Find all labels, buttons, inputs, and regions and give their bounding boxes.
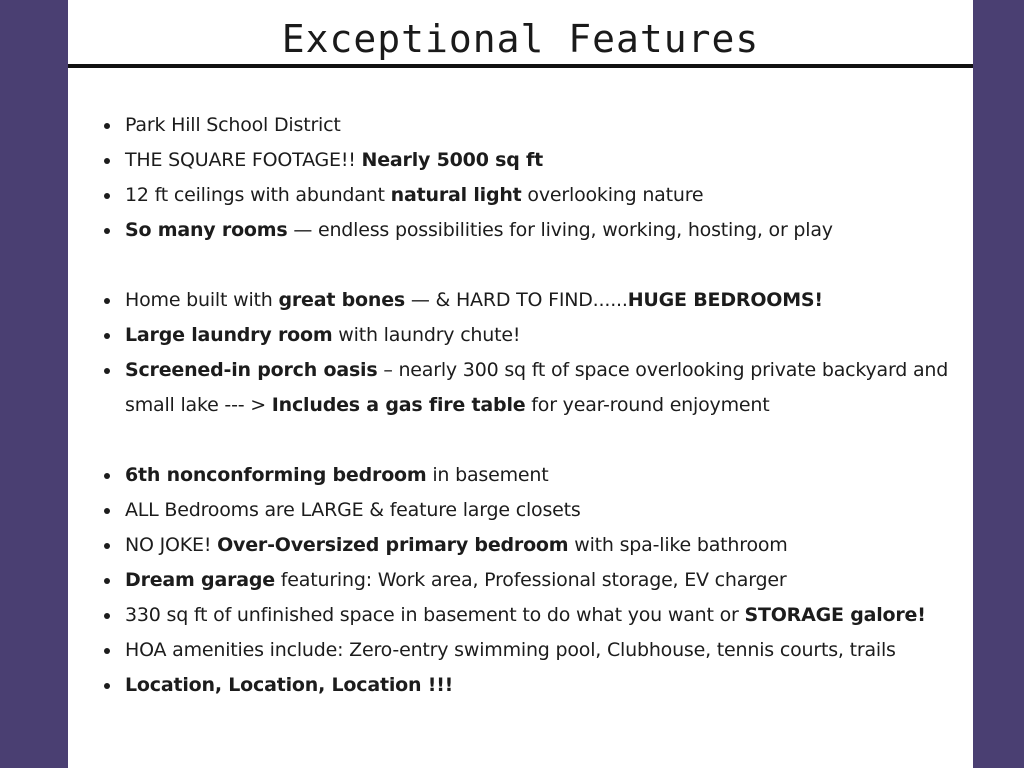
feature-highlight-text: Over-Oversized primary bedroom — [217, 534, 569, 556]
feature-highlight-text: Dream garage — [125, 569, 275, 591]
feature-text: NO JOKE! — [125, 534, 218, 556]
feature-text: HOA amenities include: Zero-entry swimming pool, Clubhouse, tennis courts, trails — [125, 639, 896, 661]
feature-text: with spa-like bathroom — [568, 534, 788, 556]
feature-text: featuring: Work area, Professional storage, EV charger — [274, 569, 787, 591]
features-list — [68, 108, 973, 703]
feature-item — [68, 353, 973, 423]
feature-item — [68, 668, 973, 703]
feature-text: — endless possibilities for living, working, hosting, or play — [287, 219, 833, 241]
feature-item — [68, 143, 973, 178]
feature-highlight-text: Location, Location, Location !!! — [125, 674, 454, 696]
feature-highlight-text: great bones — [278, 289, 406, 311]
flyer-page — [68, 0, 973, 768]
feature-highlight-text: Large laundry room — [125, 324, 333, 346]
feature-item — [68, 318, 973, 353]
feature-text: – nearly 300 sq ft of space overlooking private backyard and small lake --- > — [125, 359, 949, 416]
title-divider — [68, 64, 973, 68]
feature-text: overlooking nature — [521, 184, 704, 206]
feature-text: 330 sq ft of unfinished space in basement to do what you want or — [125, 604, 745, 626]
feature-item — [68, 598, 973, 633]
feature-highlight-text: Nearly 5000 sq ft — [361, 149, 544, 171]
list-spacer — [68, 248, 973, 283]
feature-highlight-text: HUGE BEDROOMS! — [627, 289, 823, 311]
feature-item — [68, 108, 973, 143]
feature-highlight-text: So many rooms — [125, 219, 288, 241]
feature-item — [68, 458, 973, 493]
feature-text: with laundry chute! — [332, 324, 521, 346]
feature-text: Park Hill School District — [125, 114, 341, 136]
feature-item — [68, 528, 973, 563]
feature-item — [68, 633, 973, 668]
feature-highlight-text: 6th nonconforming bedroom — [125, 464, 427, 486]
feature-item — [68, 563, 973, 598]
feature-text: THE SQUARE FOOTAGE!! — [125, 149, 362, 171]
feature-highlight-text: natural light — [390, 184, 522, 206]
feature-item — [68, 178, 973, 213]
feature-text: — & HARD TO FIND...... — [405, 289, 628, 311]
list-spacer — [68, 423, 973, 458]
feature-item — [68, 283, 973, 318]
feature-text: Home built with — [125, 289, 279, 311]
feature-text: in basement — [426, 464, 549, 486]
feature-item — [68, 213, 973, 248]
feature-highlight-text: STORAGE galore! — [744, 604, 926, 626]
feature-text: for year-round enjoyment — [525, 394, 770, 416]
feature-text: ALL Bedrooms are LARGE & feature large closets — [125, 499, 581, 521]
page-title: Exceptional Features — [281, 17, 760, 61]
feature-item — [68, 493, 973, 528]
feature-text: 12 ft ceilings with abundant — [125, 184, 391, 206]
feature-highlight-text: Includes a gas fire table — [271, 394, 526, 416]
feature-highlight-text: Screened-in porch oasis — [125, 359, 378, 381]
